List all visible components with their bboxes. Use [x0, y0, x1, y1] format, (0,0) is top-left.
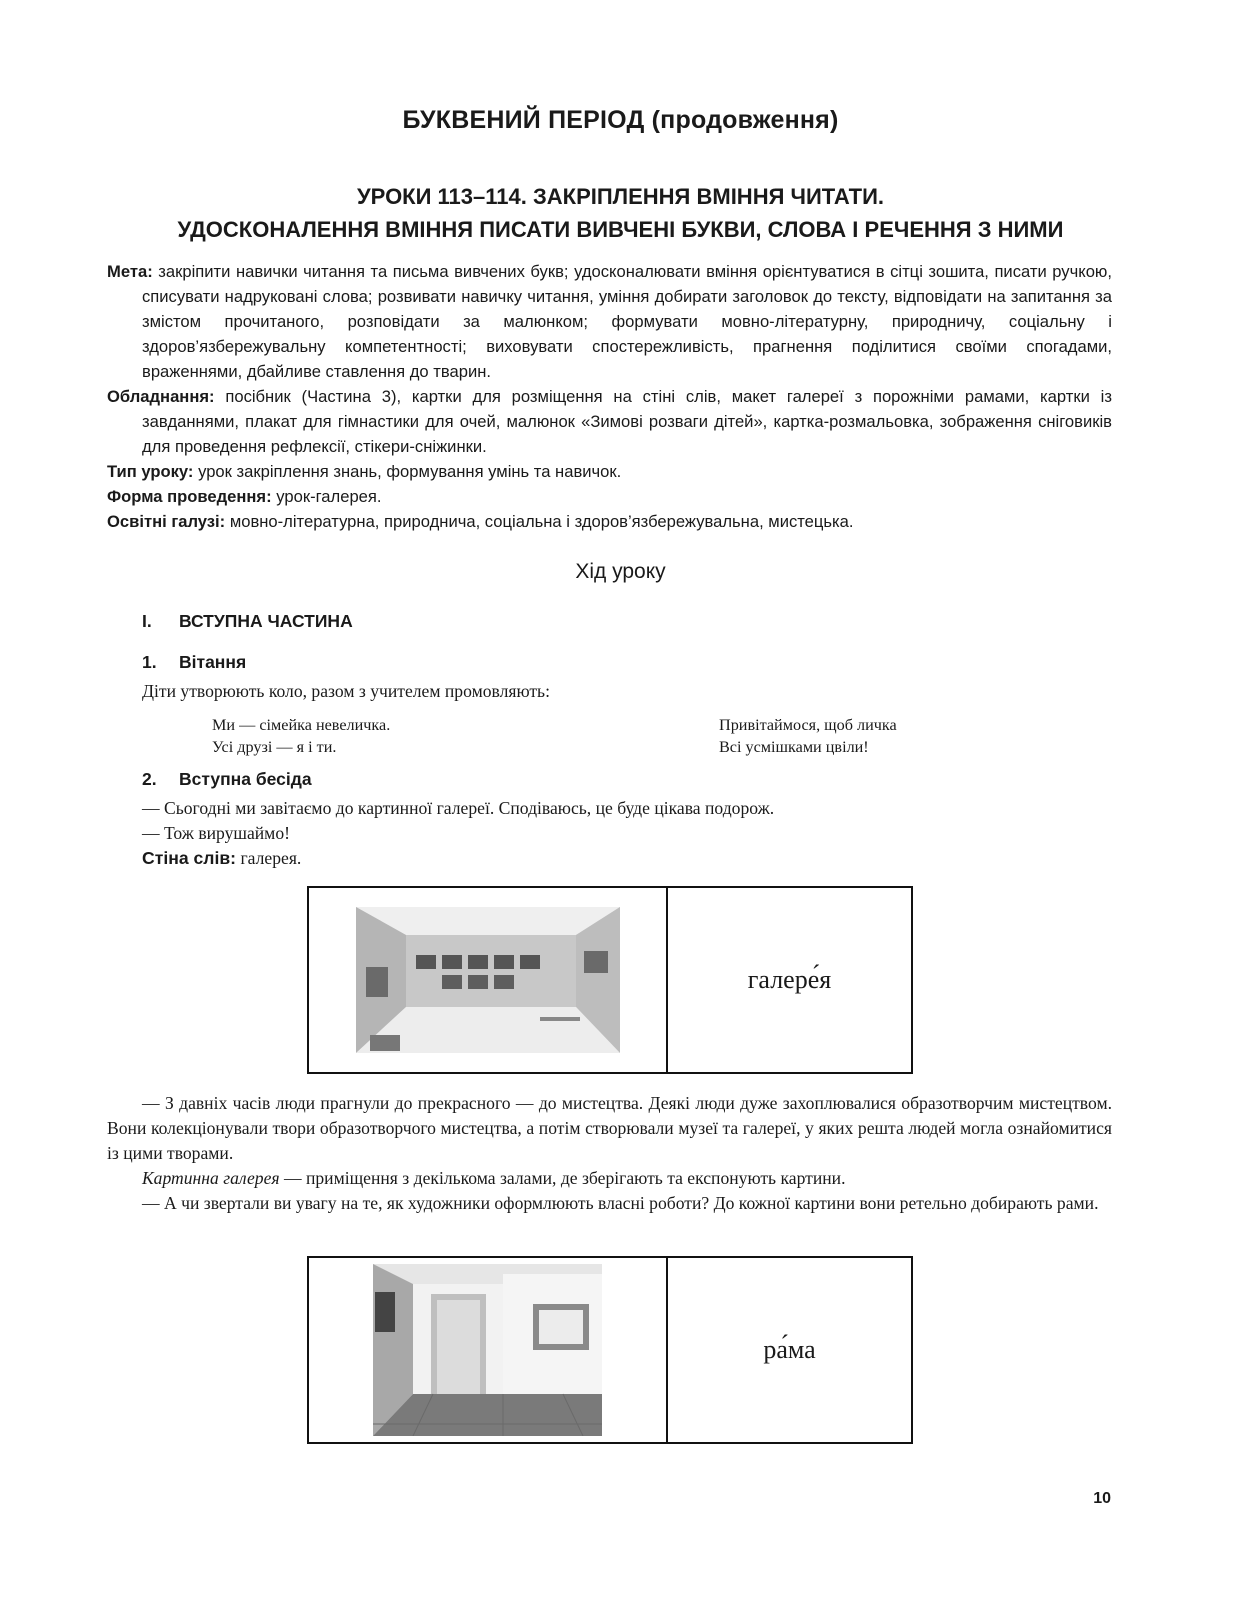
lesson-type-line — [107, 459, 1112, 484]
body-paragraphs — [107, 1091, 1112, 1216]
paragraph-2 — [107, 1166, 1112, 1191]
talk-heading — [142, 769, 312, 790]
word-wall-word: галерея. — [240, 848, 302, 868]
paragraph-2-rest: — приміщення з декількома залами, де зберігають та експонують картини. — [279, 1168, 846, 1188]
frame-photo — [373, 1264, 602, 1436]
section-title: БУКВЕНИЙ ПЕРІОД (продовження) — [402, 106, 839, 134]
poem-line: Всі усмішками цвіли! — [719, 738, 869, 756]
lesson-form-label: Форма проведення: — [107, 487, 272, 506]
paragraph-1: — З давніх часів люди прагнули до прекрасного — до мистецтва. Деякі люди дуже захоплювалися образотворчим мистецтвом. Вони колекціонували твори образотворчого мистецтва, а потім створювали музеї та галереї, у яких решта людей могла ознайомитися із цими творами. — [107, 1093, 1112, 1163]
lesson-meta — [107, 259, 1112, 534]
poem-line: Усі друзі — я і ти. — [212, 738, 337, 756]
word-card-gallery — [307, 886, 913, 1074]
lesson-title — [0, 180, 1241, 246]
word-wall-line — [142, 846, 301, 871]
greeting-intro: Діти утворюють коло, разом з учителем промовляють: — [142, 681, 550, 701]
lesson-form-text: урок-галерея. — [276, 487, 382, 506]
word-wall-label: Стіна слів: — [142, 848, 237, 868]
page-number: 10 — [1093, 1490, 1111, 1507]
lesson-type-label: Тип уроку: — [107, 462, 194, 481]
talk-title: Вступна бесіда — [179, 769, 312, 789]
poem-line: Ми — сімейка невеличка. — [212, 716, 391, 734]
talk-number: 2. — [142, 769, 157, 789]
poem-line: Привітаймося, щоб личка — [719, 716, 897, 734]
lesson-flow-heading: Хід уроку — [575, 560, 666, 583]
poem-right — [719, 714, 897, 758]
part-heading — [142, 611, 353, 632]
equipment-label: Обладнання: — [107, 387, 215, 406]
greeting-number: 1. — [142, 652, 157, 672]
term-picture-gallery: Картинна галерея — [142, 1168, 280, 1188]
greeting-heading — [142, 652, 246, 673]
greeting-title: Вітання — [179, 652, 247, 672]
card-image-cell — [309, 888, 668, 1072]
talk-line-1: — Сьогодні ми завітаємо до картинної галереї. Сподіваюсь, це буде цікава подорож. — [142, 798, 775, 818]
goal-text: закріпити навички читання та письма вивчених букв; удосконалювати вміння орієнтуватися в сітці зошита, писати ручкою, списувати надруковані слова; розвивати навичку читання, уміння добирати заголовок до тексту, відповідати на запитання за змістом прочитаного, розповідати за малюнком; формувати мовно-літературну, природничу, соціальну і здоров’язбережувальну компетентності; виховувати спостережливість, прагнення поділитися своїми спогадами, враженнями, дбайливе ставлення до тварин. — [142, 262, 1112, 381]
part-title: ВСТУПНА ЧАСТИНА — [179, 611, 353, 631]
card-image-cell — [309, 1258, 668, 1442]
card-word-frame: ра́ма — [763, 1335, 816, 1364]
talk-line-2: — Тож вирушаймо! — [142, 823, 290, 843]
paragraph-3: — А чи звертали ви увагу на те, як художники оформлюють власні роботи? До кожної картини вони ретельно добирають рами. — [142, 1193, 1099, 1213]
equipment-text: посібник (Частина 3), картки для розміщення на стіні слів, макет галереї з порожніми рамами, картки із завданнями, плакат для гімнастики для очей, малюнок «Зимові розваги дітей», картка-розмальовка, зображення сніговиків для проведення рефлексії, стікери-сніжинки. — [142, 387, 1112, 456]
lesson-title-line-1: УРОКИ 113–114. ЗАКРІПЛЕННЯ ВМІННЯ ЧИТАТИ. — [357, 184, 884, 209]
lesson-type-text: урок закріплення знань, формування умінь та навичок. — [198, 462, 622, 481]
gallery-photo — [356, 907, 620, 1053]
word-card-frame — [307, 1256, 913, 1444]
equipment-line — [107, 384, 1112, 459]
edu-fields-text: мовно-літературна, природнича, соціальна і здоров’язбережувальна, мистецька. — [229, 512, 854, 531]
poem-left — [212, 714, 390, 758]
part-number: I. — [142, 611, 152, 631]
goal-line — [107, 259, 1112, 384]
lesson-form-line — [107, 484, 1112, 509]
edu-fields-label: Освітні галузі: — [107, 512, 226, 531]
lesson-title-line-2: УДОСКОНАЛЕННЯ ВМІННЯ ПИСАТИ ВИВЧЕНІ БУКВИ, СЛОВА І РЕЧЕННЯ З НИМИ — [177, 217, 1064, 242]
goal-label: Мета: — [107, 262, 153, 281]
card-word-gallery: галере́я — [747, 965, 832, 994]
edu-fields-line — [107, 509, 1112, 534]
